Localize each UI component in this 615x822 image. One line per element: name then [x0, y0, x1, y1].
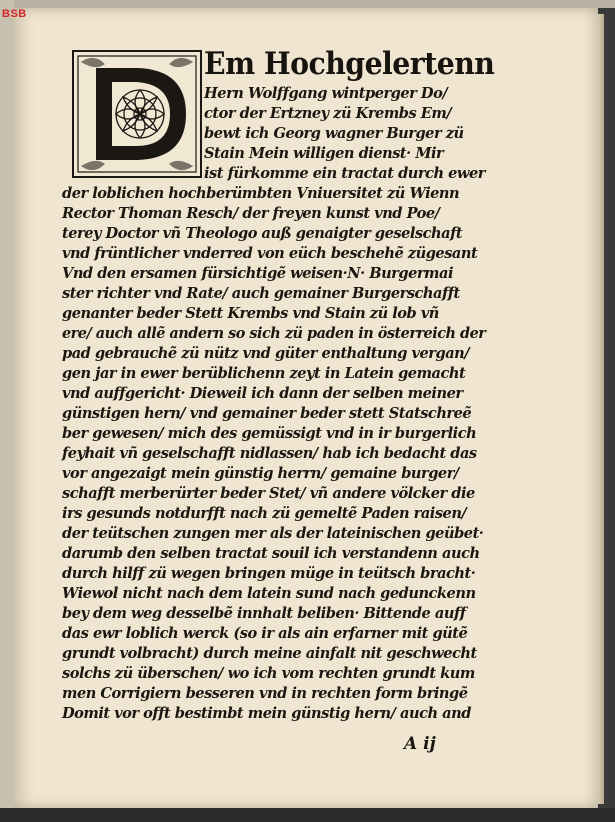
- scan-top-strip: [0, 0, 615, 8]
- text-line: ctor der Ertzney zü Krembs Em/: [204, 105, 452, 122]
- text-line: vnd früntlicher vnderred von eüch beschehẽ zügesant: [62, 245, 478, 262]
- text-line: Hern Wolffgang wintperger Do/: [204, 85, 448, 102]
- text-line: Wiewol nicht nach dem latein sund nach gedunckenn: [62, 585, 476, 602]
- text-line: das ewr loblich werck (so ir als ain erfarner mit gütẽ: [62, 625, 468, 642]
- text-line: Stain Mein willigen dienst· Mir: [204, 145, 444, 162]
- text-line: schafft merberürter beder Stet/ vñ andere völcker die: [62, 485, 475, 502]
- page-heading: Em Hochgelertenn: [204, 46, 495, 82]
- text-line: vor angezaigt mein günstig herrn/ gemaine burger/: [62, 465, 459, 482]
- text-line: ist fürkomme ein tractat durch ewer: [204, 165, 485, 182]
- text-line: grundt volbracht) durch meine ainfalt nit geschwecht: [62, 645, 477, 662]
- text-line: ere/ auch allẽ andern so sich zü paden in österreich der: [62, 325, 486, 342]
- text-line: feyhait vñ geselschafft nidlassen/ hab ich bedacht das: [62, 445, 477, 462]
- text-line: Rector Thoman Resch/ der freyen kunst vnd Poe/: [62, 205, 440, 222]
- signature-mark: A ij: [404, 734, 436, 754]
- page-edge: [598, 14, 604, 804]
- text-line: pad gebrauchẽ zü nütz vnd güter enthaltung vergan/: [62, 345, 470, 362]
- text-line: ber gewesen/ mich des gemüssigt vnd in ir burgerlich: [62, 425, 477, 442]
- text-line: der teütschen zungen mer als der lateinischen geübet·: [62, 525, 484, 542]
- text-line: ster richter vnd Rate/ auch gemainer Burgerschafft: [62, 285, 460, 302]
- text-line: durch hilff zü wegen bringen müge in teütsch bracht·: [62, 565, 476, 582]
- text-line: gen jar in ewer berüblichenn zeyt in Latein gemacht: [62, 365, 466, 382]
- scan-left-strip: [0, 0, 14, 822]
- text-line: solchs zü überschen/ wo ich vom rechten grundt kum: [62, 665, 475, 682]
- text-line: Vnd den ersamen fürsichtigẽ weisen·N· Burgermai: [62, 265, 453, 282]
- library-mark: BSB: [2, 8, 27, 20]
- text-line: irs gesunds notdurfft nach zü gemeltẽ Paden raisen/: [62, 505, 467, 522]
- text-line: bewt ich Georg wagner Burger zü: [204, 125, 464, 142]
- scan-bottom-strip: [0, 808, 615, 822]
- text-line: Domit vor offt bestimbt mein günstig hern/ auch and: [62, 705, 471, 722]
- text-line: bey dem weg desselbẽ innhalt beliben· Bittende auff: [62, 605, 466, 622]
- text-line: vnd auffgericht· Dieweil ich dann der selben meiner: [62, 385, 463, 402]
- text-line: men Corrigiern besseren vnd in rechten form bringẽ: [62, 685, 468, 702]
- text-line: terey Doctor vñ Theologo auß genaigter geselschaft: [62, 225, 463, 242]
- text-line: der loblichen hochberümbten Vniuersitet zü Wienn: [62, 185, 460, 202]
- text-line: genanter beder Stett Krembs vnd Stain zü lob vñ: [62, 305, 439, 322]
- decorated-initial-d-icon: [72, 50, 202, 178]
- text-line: darumb den selben tractat souil ich verstandenn auch: [62, 545, 480, 562]
- text-line: günstigen hern/ vnd gemainer beder stett Statschreẽ: [62, 405, 472, 422]
